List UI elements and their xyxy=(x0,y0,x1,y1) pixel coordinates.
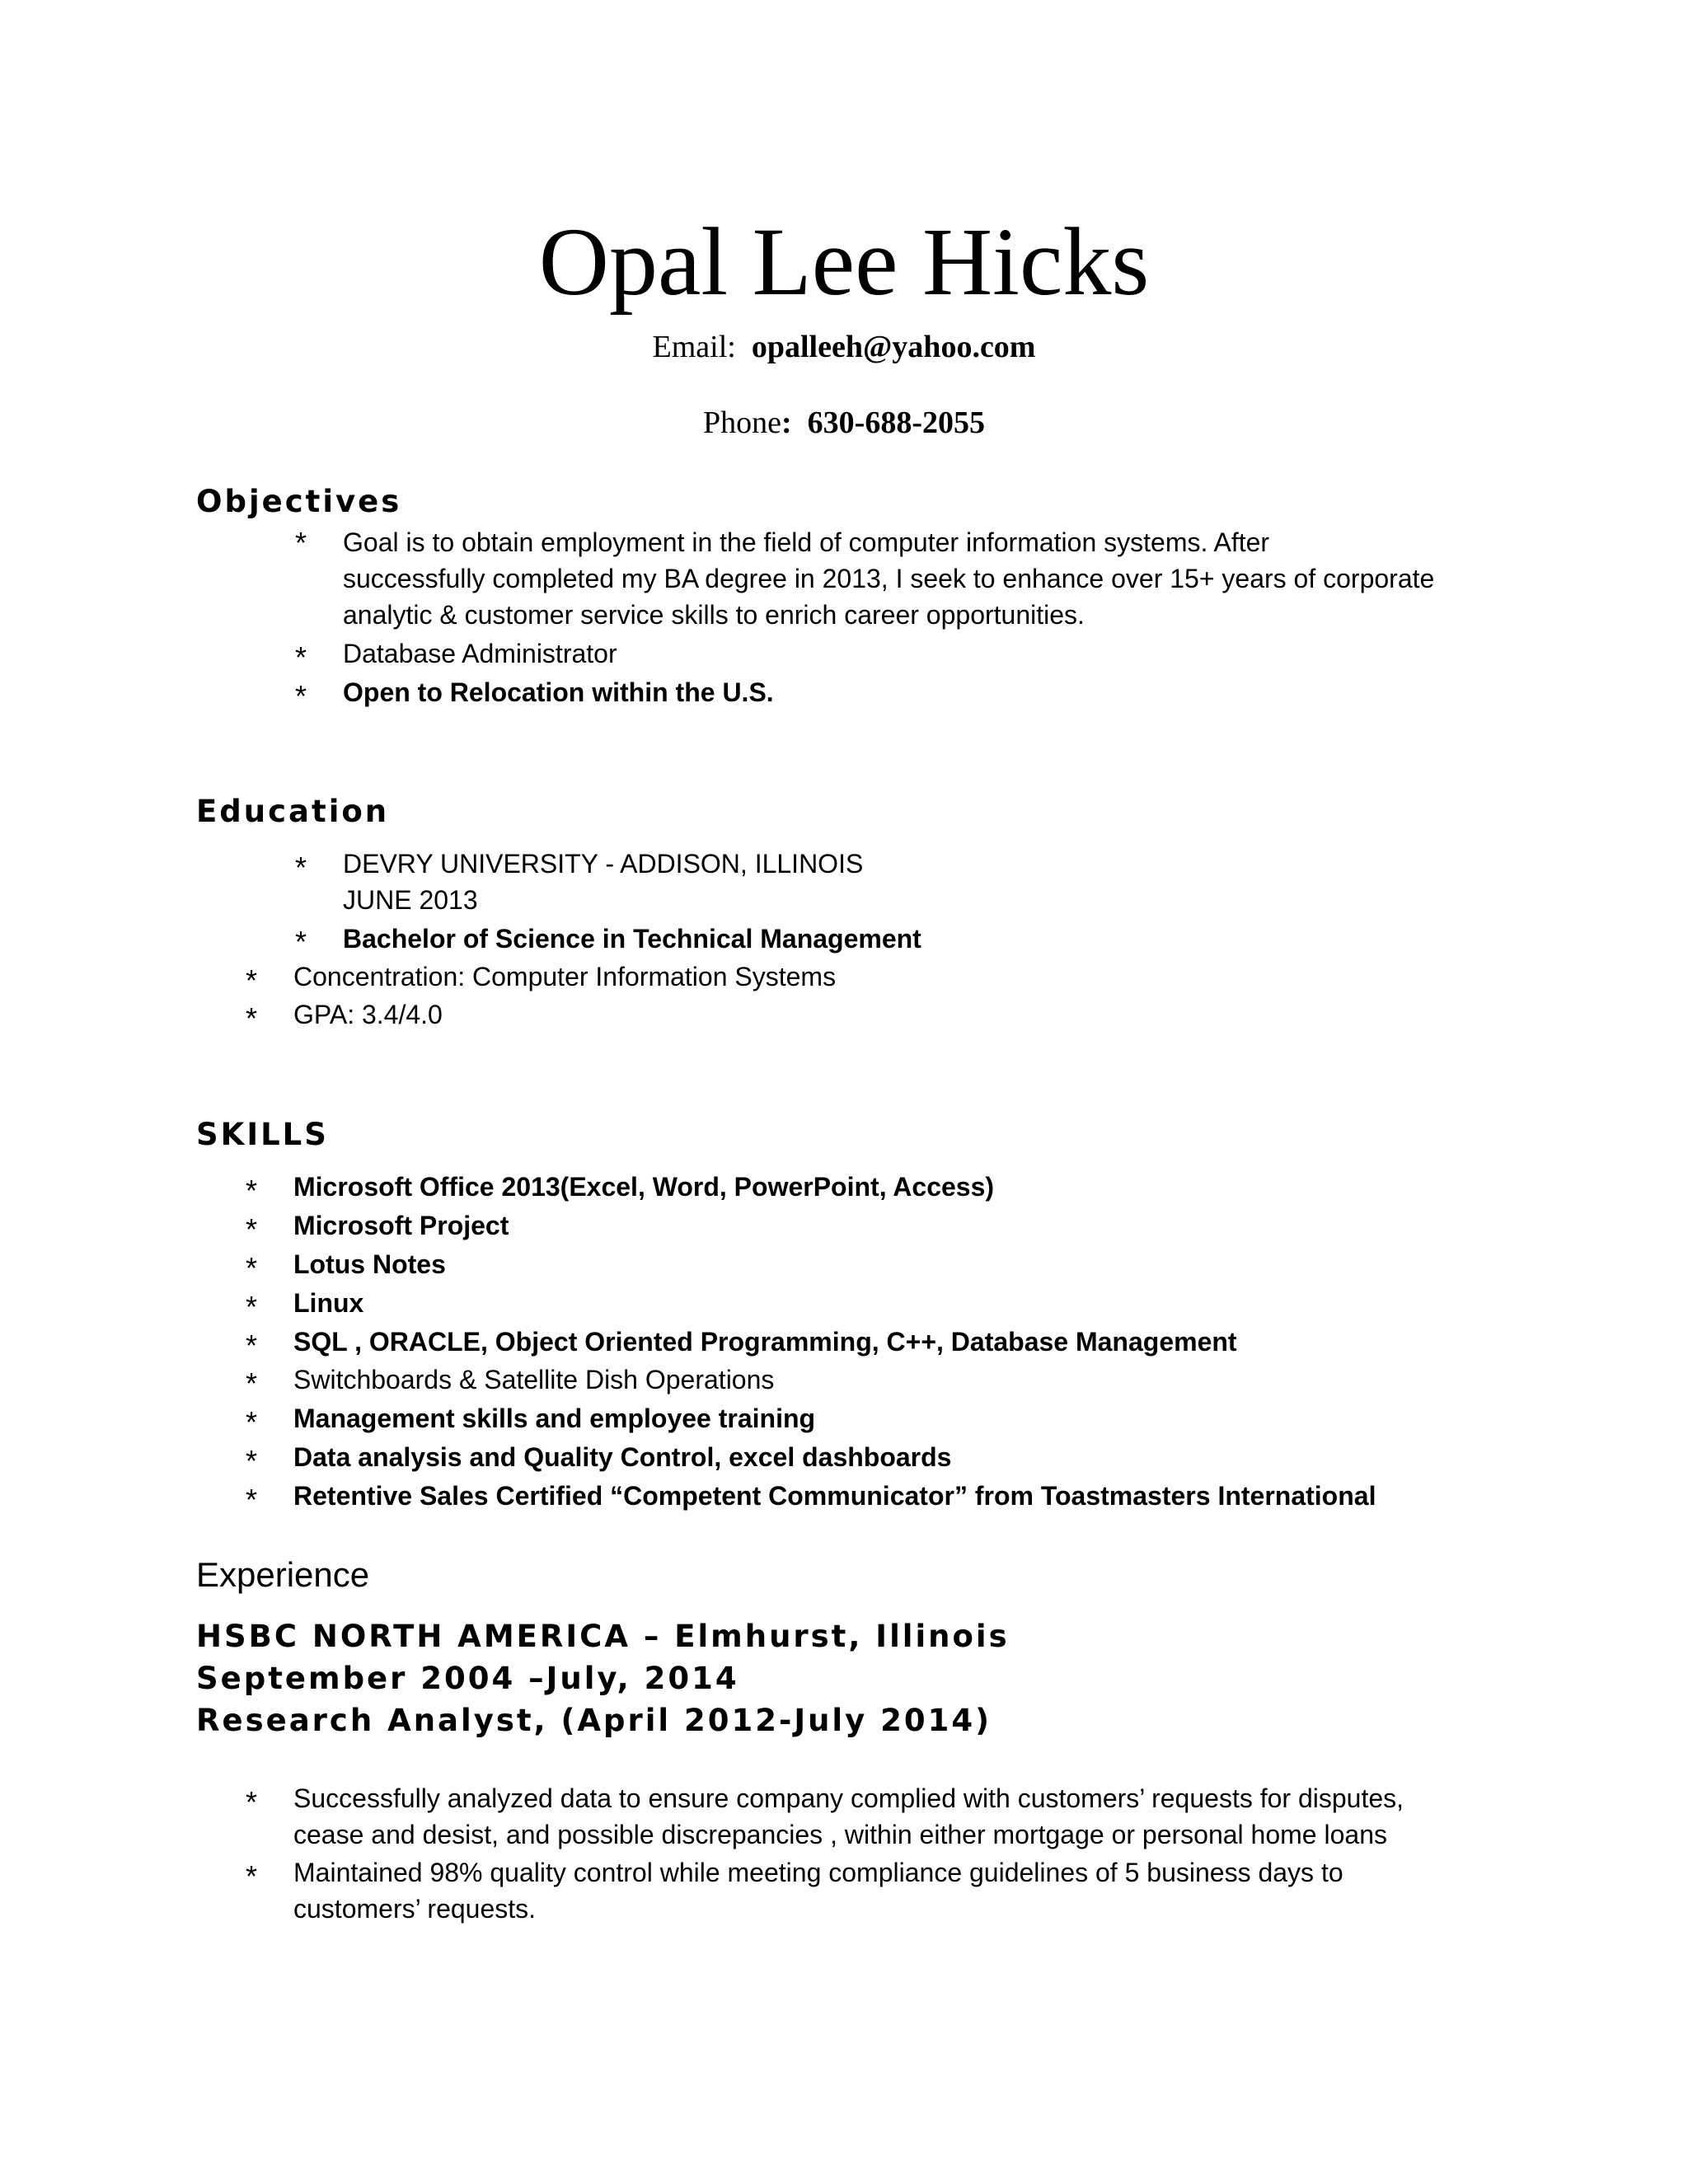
phone-line xyxy=(0,402,1688,443)
experience-bullet-line1: Successfully analyzed data to ensure company complied with customers’ requests for disputes, xyxy=(293,1783,1404,1813)
bullet-star: * xyxy=(295,640,307,674)
skill-item: SQL , ORACLE, Object Oriented Programming, C++, Database Management xyxy=(293,1327,1237,1357)
education-concentration: Concentration: Computer Information Systems xyxy=(293,962,837,991)
education-gpa: GPA: 3.4/4.0 xyxy=(293,1000,443,1029)
bullet-star: * xyxy=(295,851,307,884)
education-date: JUNE 2013 xyxy=(343,885,478,915)
bullet-star: * xyxy=(246,1785,258,1819)
bullet-star: * xyxy=(295,526,307,560)
bullet-star: * xyxy=(246,1329,258,1362)
resume-name: Opal Lee Hicks xyxy=(538,208,1150,316)
experience-bullet-line2: cease and desist, and possible discrepancies , within either mortgage or personal home loans xyxy=(293,1820,1387,1849)
bullet-star: * xyxy=(246,1444,258,1478)
skills-heading: SKILLS xyxy=(196,1117,329,1152)
phone-label: Phone xyxy=(703,405,782,440)
bullet-star: * xyxy=(246,1859,258,1893)
email-line xyxy=(0,326,1688,368)
objectives-heading: Objectives xyxy=(196,484,402,519)
objective-relocation: Open to Relocation within the U.S. xyxy=(343,677,774,707)
bullet-star: * xyxy=(246,963,258,997)
skill-item: Linux xyxy=(293,1288,364,1318)
email-address: opalleeh@yahoo.com xyxy=(751,330,1036,364)
education-heading: Education xyxy=(196,794,390,829)
bullet-star: * xyxy=(295,925,307,958)
skill-item: Switchboards & Satellite Dish Operations xyxy=(293,1365,775,1394)
bullet-star: * xyxy=(246,1212,258,1246)
objective-goal-line3: analytic & customer service skills to enrich career opportunities. xyxy=(343,600,1085,630)
skill-item: Data analysis and Quality Control, excel dashboards xyxy=(293,1442,952,1472)
skill-item: Lotus Notes xyxy=(293,1249,446,1279)
experience-bullet-line4: customers’ requests. xyxy=(293,1894,537,1924)
objective-dba: Database Administrator xyxy=(343,639,617,668)
skill-item: Microsoft Office 2013(Excel, Word, PowerPoint, Access) xyxy=(293,1172,995,1202)
bullet-star: * xyxy=(246,1001,258,1035)
bullet-star: * xyxy=(246,1251,258,1285)
bullet-star: * xyxy=(246,1483,258,1516)
experience-heading: Experience xyxy=(196,1555,370,1594)
job-title: Research Analyst, (April 2012-July 2014) xyxy=(196,1703,992,1738)
skill-item: Management skills and employee training xyxy=(293,1404,816,1433)
job-company: HSBC NORTH AMERICA – Elmhurst, Illinois xyxy=(196,1619,1010,1654)
bullet-star: * xyxy=(246,1290,258,1324)
education-school: DEVRY UNIVERSITY - ADDISON, ILLINOIS xyxy=(343,849,864,879)
bullet-star: * xyxy=(246,1366,258,1400)
job-dates: September 2004 –July, 2014 xyxy=(196,1661,739,1696)
bullet-star: * xyxy=(246,1174,258,1207)
phone-colon: : xyxy=(781,405,792,440)
bullet-star: * xyxy=(295,679,307,713)
phone-number: 630-688-2055 xyxy=(807,405,985,440)
experience-bullet-line3: Maintained 98% quality control while meeting compliance guidelines of 5 business days to xyxy=(293,1858,1343,1887)
objective-goal-line1: Goal is to obtain employment in the field of computer information systems. After xyxy=(343,527,1270,557)
bullet-star: * xyxy=(246,1405,258,1439)
skill-item: Microsoft Project xyxy=(293,1211,509,1240)
objective-goal-line2: successfully completed my BA degree in 2013, I seek to enhance over 15+ years of corporate xyxy=(343,564,1435,593)
email-label: Email: xyxy=(652,330,736,364)
skill-item: Retentive Sales Certified “Competent Communicator” from Toastmasters International xyxy=(293,1481,1376,1511)
education-degree: Bachelor of Science in Technical Management xyxy=(343,924,921,954)
